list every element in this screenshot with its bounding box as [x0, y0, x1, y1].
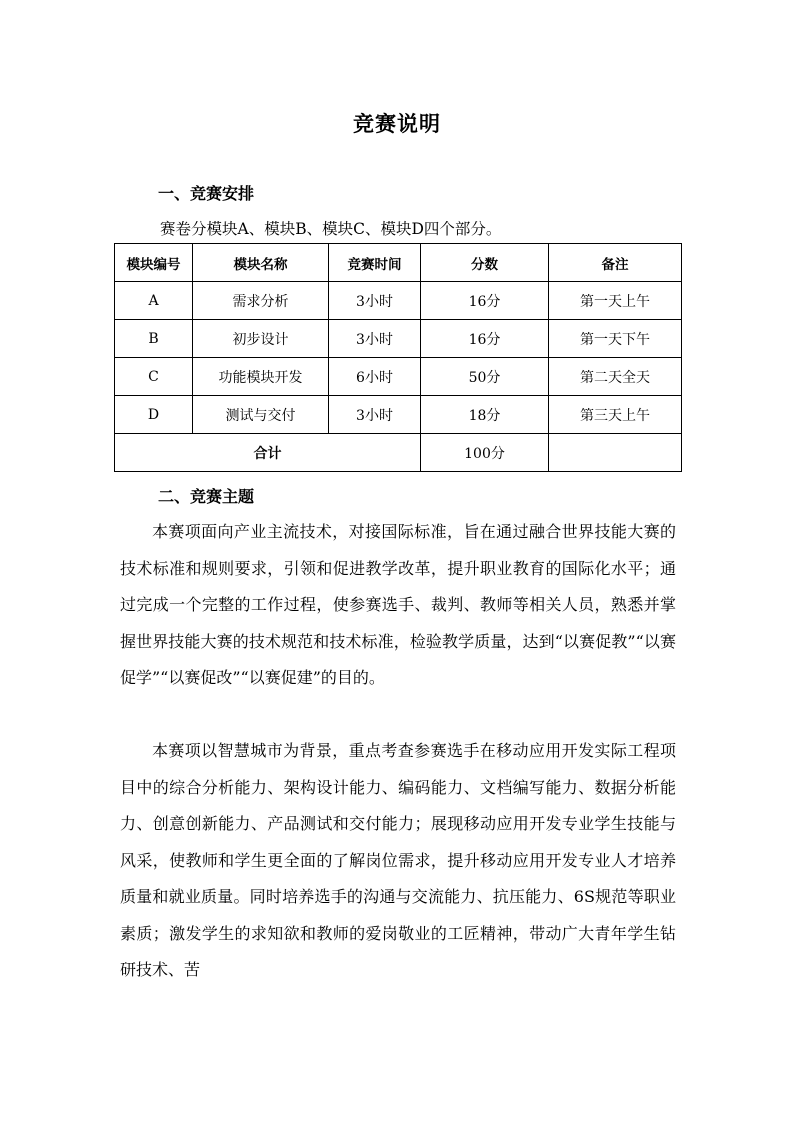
cell-score: 16分: [421, 282, 549, 320]
cell-module-name: 测试与交付: [193, 396, 329, 434]
cell-module-id: D: [115, 396, 193, 434]
table-row: [115, 282, 682, 320]
cell-note: 第三天上午: [549, 396, 682, 434]
schedule-table: [114, 243, 682, 472]
cell-note: 第一天下午: [549, 320, 682, 358]
cell-duration: 3小时: [329, 396, 421, 434]
header-duration: 竞赛时间: [329, 244, 421, 282]
table-row: [115, 358, 682, 396]
cell-module-id: C: [115, 358, 193, 396]
table-row: [115, 320, 682, 358]
header-module-id: 模块编号: [115, 244, 193, 282]
cell-duration: 6小时: [329, 358, 421, 396]
total-score: 100分: [421, 434, 549, 472]
header-module-name: 模块名称: [193, 244, 329, 282]
body-paragraph: 本赛项面向产业主流技术，对接国际标准，旨在通过融合世界技能大赛的技术标准和规则要求，引领和促进教学改革，提升职业教育的国际化水平；通过完成一个完整的工作过程，使参赛选手、裁判、教师等相关人员，熟悉并掌握世界技能大赛的技术规范和技术标准，检验教学质量，达到“以赛促教”“以赛促学”“以赛促改”“以赛促建”的目的。: [120, 522, 676, 687]
cell-duration: 3小时: [329, 320, 421, 358]
page-title: 竞赛说明: [353, 112, 441, 136]
cell-note: 第一天上午: [549, 282, 682, 320]
cell-module-id: A: [115, 282, 193, 320]
cell-module-id: B: [115, 320, 193, 358]
total-label: 合计: [115, 434, 421, 472]
header-score: 分数: [421, 244, 549, 282]
section-intro: 赛卷分模块A、模块B、模块C、模块D四个部分。: [160, 220, 502, 238]
total-note: [549, 434, 682, 472]
section-heading-theme: 二、竞赛主题: [158, 487, 255, 506]
cell-score: 18分: [421, 396, 549, 434]
header-note: 备注: [549, 244, 682, 282]
cell-module-name: 初步设计: [193, 320, 329, 358]
table-header-row: [115, 244, 682, 282]
cell-module-name: 功能模块开发: [193, 358, 329, 396]
body-paragraph: 本赛项以智慧城市为背景，重点考查参赛选手在移动应用开发实际工程项目中的综合分析能力、架构设计能力、编码能力、文档编写能力、数据分析能力、创意创新能力、产品测试和交付能力；展现移动应用开发专业学生技能与风采，使教师和学生更全面的了解岗位需求，提升移动应用开发专业人才培养质量和就业质量。同时培养选手的沟通与交流能力、抗压能力、6S规范等职业素质；激发学生的求知欲和教师的爱岗敬业的工匠精神，带动广大青年学生钻研技术、苦: [120, 741, 676, 979]
cell-score: 16分: [421, 320, 549, 358]
table-row: [115, 396, 682, 434]
cell-note: 第二天全天: [549, 358, 682, 396]
cell-score: 50分: [421, 358, 549, 396]
section-heading-arrangement: 一、竞赛安排: [158, 184, 255, 203]
table-total-row: [115, 434, 682, 472]
cell-duration: 3小时: [329, 282, 421, 320]
cell-module-name: 需求分析: [193, 282, 329, 320]
